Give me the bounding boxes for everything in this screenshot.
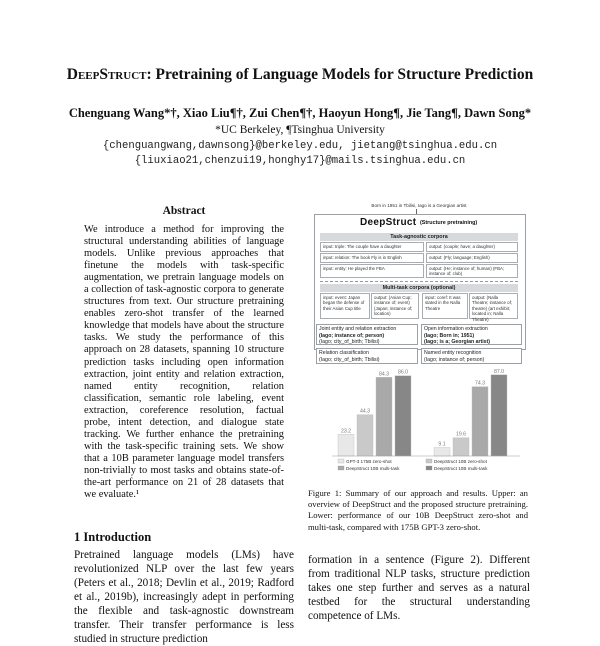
- author-list: Chenguang Wang*†, Xiao Liu¶†, Zui Chen¶†, Haoyun Hong¶, Jie Tang¶, Dawn Song*: [68, 106, 532, 120]
- legend-label-0: GPT-3 175B zero-shot: [346, 459, 392, 464]
- multitask-input-2: input: coref: It was stated in the Nalla Theatre: [422, 293, 468, 319]
- task-open-ie: [421, 324, 522, 345]
- title-rest: : Pretraining of Language Models for Structure Prediction: [146, 66, 534, 83]
- task-title: Open information extraction: [424, 326, 488, 332]
- bar-right-group-2: [472, 387, 488, 456]
- abstract-heading: Abstract: [162, 205, 206, 217]
- emails-line-2: {liuxiao21,chenzui19,honghy17}@mails.tsinghua.edu.cn: [134, 155, 466, 167]
- bar-label-right-group-0: 9.1: [438, 441, 446, 448]
- divider: [320, 281, 518, 282]
- legend-label-2: DeepStruct 10B multi-task: [346, 466, 400, 471]
- task-agnostic-header: Task-agnostic corpora: [320, 233, 518, 241]
- multitask-output-1: output: (Asian Cup; instance of; event) (Japan; instance of; location): [371, 293, 419, 319]
- abstract-body: We introduce a method for improving the structural understanding abilities of language models. Unlike previous approaches that finetune the models with task-specific augmentation, we pretrain language models on a collection of task-agnostic corpora to generate structures from text. Our structure pretraining enables zero-shot transfer of the learned knowledge that models have about the structure tasks. We study the performance of this approach on 28 datasets, spanning 10 structure prediction tasks including open information extraction, joint entity and relation extraction, named entity recognition, relation classification, semantic role labeling, event extraction, coreference resolution, factual probe, intent detection, and dialogue state tracking. We further enhance the pretraining with the task-specific training sets. We show that a 10B parameter language model transfers non-trivially to most tasks and obtains state-of-the-art performance on 21 of 28 datasets that we evaluate.¹: [84, 224, 284, 501]
- caption-text: Summary of our approach and results. Upper: an overview of DeepStruct and the proposed structure pretraining. Lower: performance of our 10B DeepStruct zero-shot and multi-task, compared with 175B GPT-3 zero-shot.: [308, 488, 528, 532]
- bar-label-right-group-1: 19.6: [455, 431, 467, 438]
- multitask-header: Multi-task corpora (optional): [320, 284, 518, 292]
- agnostic-input-3: input: entity: He played the FBA: [320, 264, 424, 278]
- task-ner: [421, 348, 522, 364]
- legend-label-3: DeepStruct 10B multi-task: [434, 466, 488, 471]
- model-name: DeepStruct: [360, 217, 417, 228]
- input-sentence: Born in 1951 in Tbilisi, Iago is a Georgian artist: [371, 203, 467, 208]
- section-heading: 1 Introduction: [74, 530, 152, 544]
- legend-swatch-2: [338, 466, 344, 470]
- agnostic-output-2: output: (Fly; language; English): [426, 253, 518, 263]
- bar-left-group-1: [357, 415, 373, 456]
- bar-label-right-group-3: 87.0: [493, 368, 505, 375]
- bar-label-left-group-0: 23.2: [340, 428, 352, 435]
- bar-left-group-3: [395, 376, 411, 456]
- task-title: Relation classification: [319, 350, 369, 356]
- figure-caption: [308, 488, 528, 533]
- legend-swatch-3: [426, 466, 432, 470]
- bar-label-left-group-3: 86.0: [397, 369, 409, 376]
- task-title: Named entity recognition: [424, 350, 482, 356]
- bar-right-group-1: [453, 438, 469, 456]
- paper-title: [0, 66, 600, 84]
- legend-swatch-0: [338, 459, 344, 463]
- emails-line-1: {chenguangwang,dawnsong}@berkeley.edu, jietang@tsinghua.edu.cn: [102, 140, 498, 152]
- task-line-1: (Iago; instance of; person): [424, 356, 485, 363]
- caption-label: Figure 1:: [308, 488, 342, 498]
- bar-label-left-group-2: 84.3: [378, 371, 390, 378]
- right-column-text: formation in a sentence (Figure 2). Different from traditional NLP tasks, structure prediction takes one step further and serves as a natural testbed for the structural understanding competence of LMs.: [308, 554, 530, 622]
- legend-swatch-1: [426, 459, 432, 463]
- multitask-output-2: output: (Nalla Theatre; instance of; theatre) (art exhibit; located in; Nalla Theatre): [469, 293, 518, 319]
- task-line-1: (Iago; Born in; 1951): [424, 332, 475, 339]
- task-title: Joint entity and relation extraction: [319, 326, 397, 332]
- title-model-name: DeepStruct: [66, 66, 147, 83]
- legend-label-1: DeepStruct 10B zero-shot: [434, 459, 487, 464]
- bar-left-group-2: [376, 377, 392, 456]
- task-relation-classification: [316, 348, 418, 364]
- figure-1: [308, 200, 530, 484]
- bar-right-group-3: [491, 375, 507, 456]
- agnostic-output-1: output: (couple; have; a daughter): [426, 242, 518, 252]
- task-line-2: (Iago; city_of_birth; Tbilisi): [319, 339, 380, 346]
- multitask-input-1: input: event: Japan began the defense of their Asian Cup title: [320, 293, 370, 319]
- agnostic-input-1: input: triple: The couple have a daughter: [320, 242, 424, 252]
- results-bar-chart: [308, 366, 530, 474]
- task-line-1: (Iago; instance of; person): [319, 332, 385, 339]
- task-line-1: (Iago; city_of_birth; Tbilisi): [319, 356, 380, 363]
- task-line-2: (Iago; is a; Georgian artist): [424, 339, 491, 346]
- agnostic-input-2: input: relation: The book Fly is in English: [320, 253, 424, 263]
- bar-label-left-group-1: 44.3: [359, 408, 371, 415]
- bar-left-group-0: [338, 434, 354, 456]
- agnostic-output-3: output: (He; instance of; human) (FBA; instance of; club): [426, 264, 518, 278]
- section-body: Pretrained language models (LMs) have revolutionized NLP over the last few years (Peters et al., 2018; Devlin et al., 2019; Radford et al., 2019b), increasingly adept in performing the flexible and task-agnostic downstream transfer. Their transfer performance is less studied in structure prediction: [74, 549, 294, 645]
- model-subtitle: (Structure pretraining): [420, 220, 478, 226]
- bar-label-right-group-2: 74.3: [474, 380, 486, 387]
- bar-right-group-0: [434, 448, 450, 456]
- affiliations: *UC Berkeley, ¶Tsinghua University: [215, 124, 385, 136]
- task-joint-entity-relation: [316, 324, 418, 345]
